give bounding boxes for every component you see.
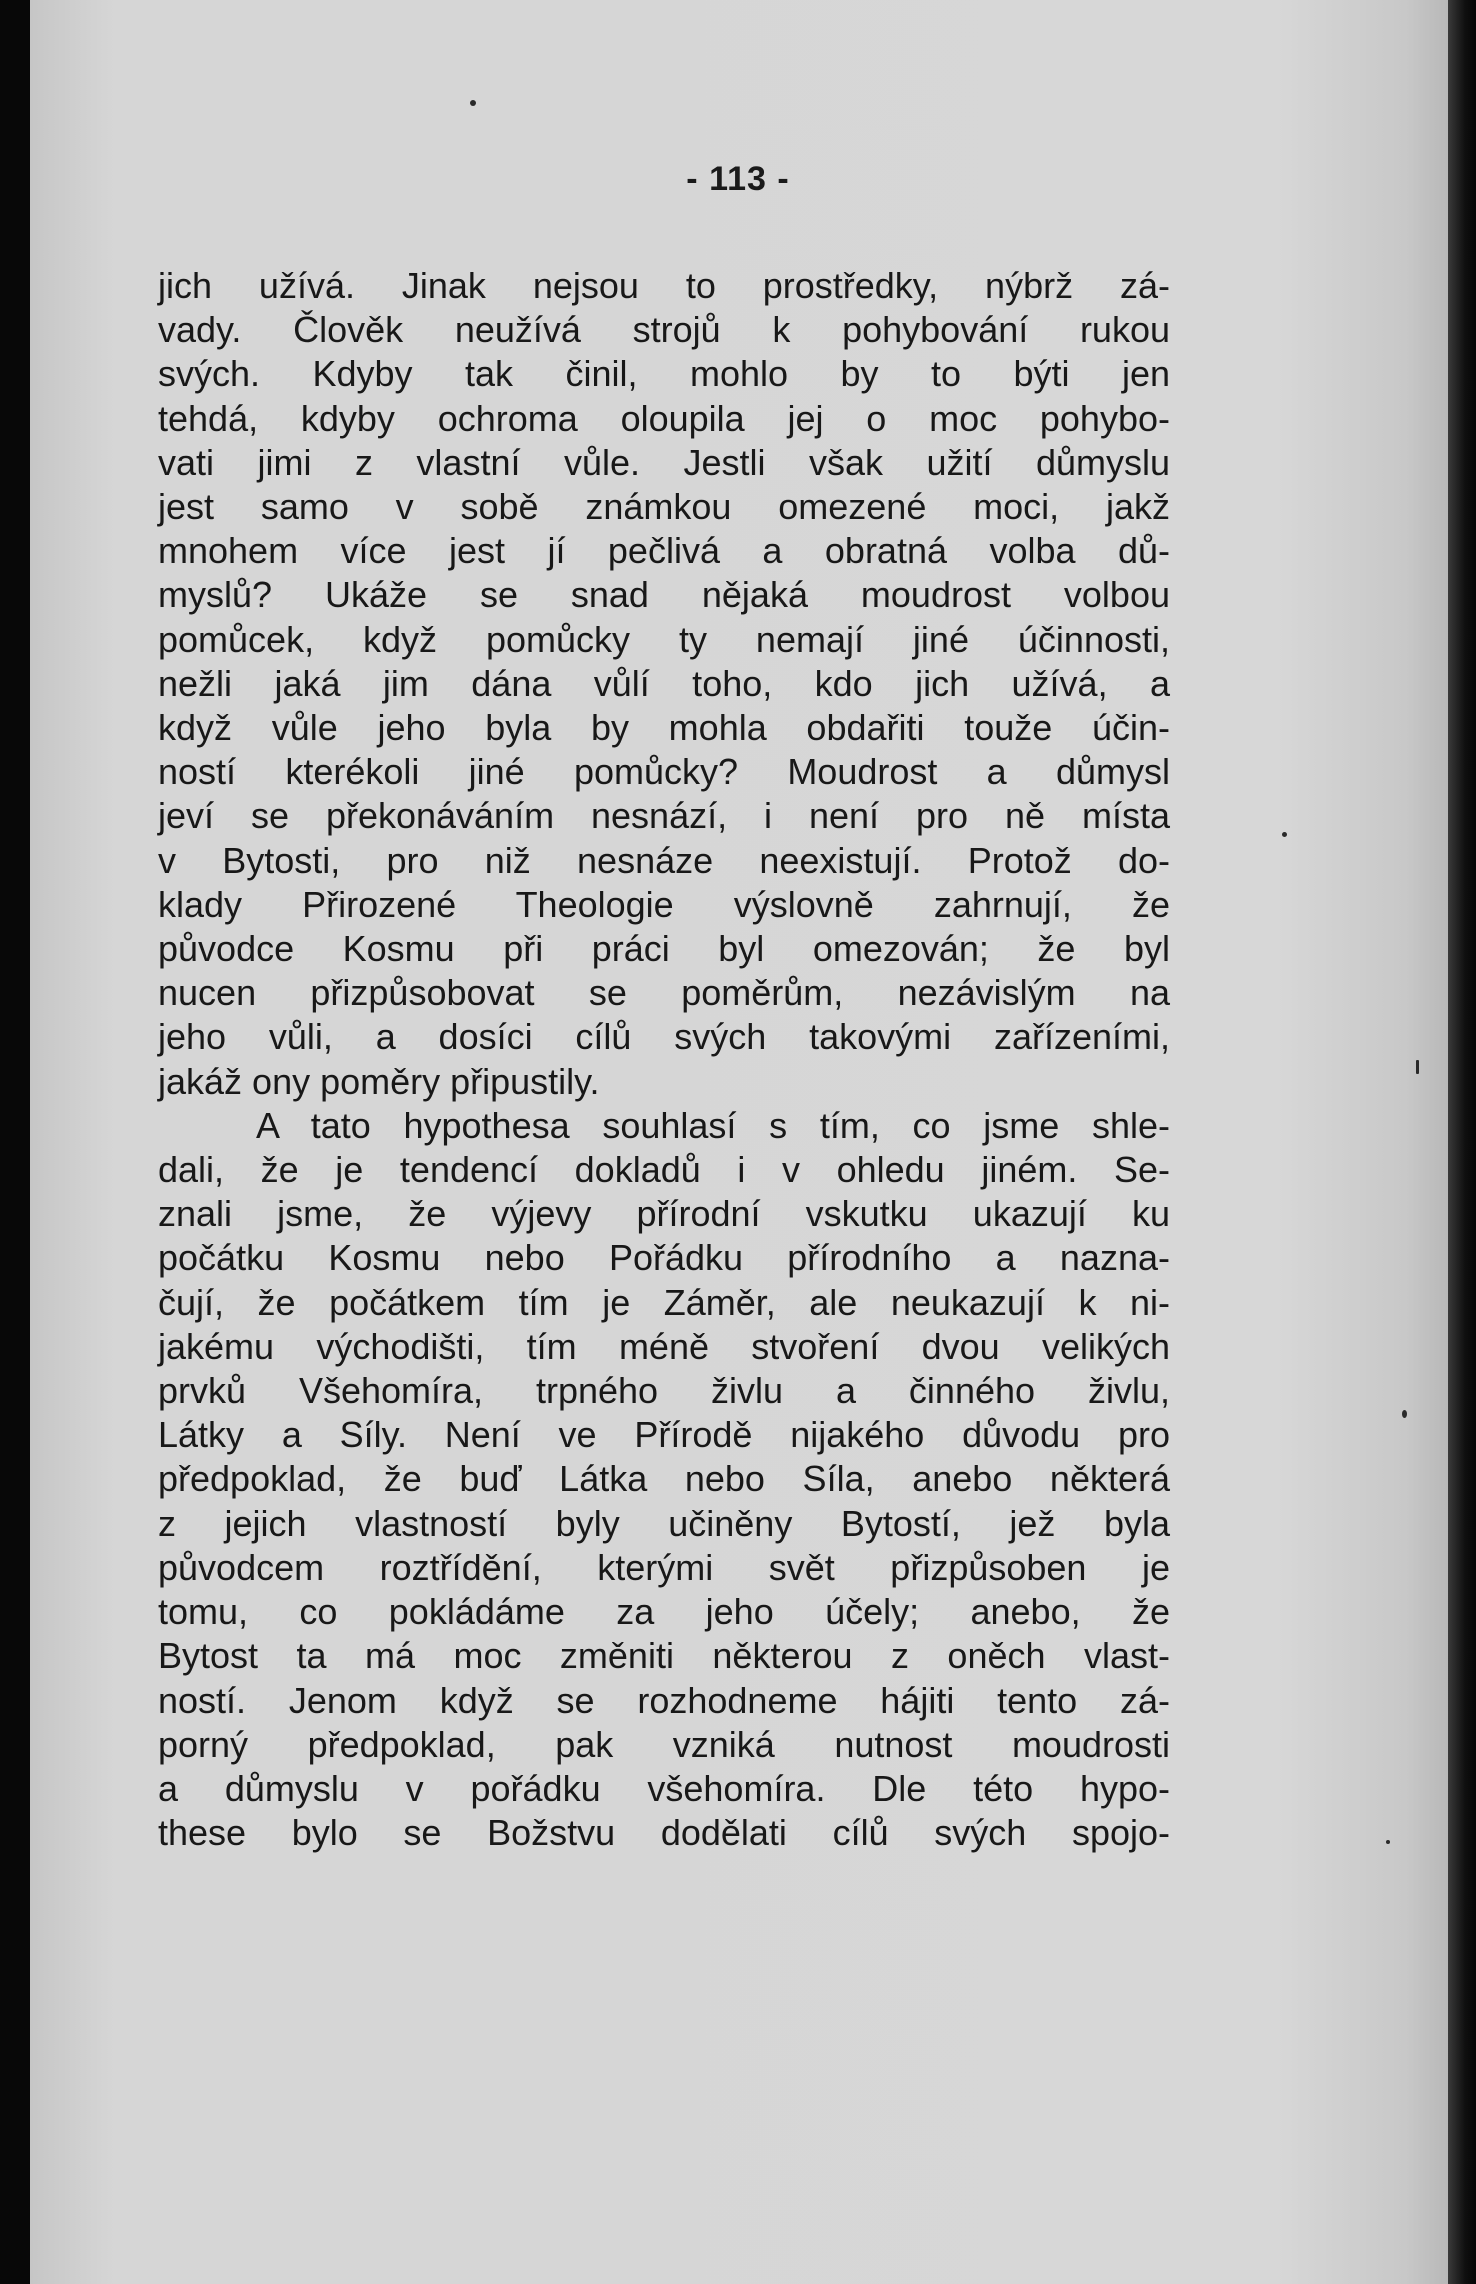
text-line: vati jimi z vlastní vůle. Jestli však užití důmyslu	[158, 441, 1170, 483]
text-line: nucen přizpůsobovat se poměrům, nezávislým na	[158, 972, 1170, 1014]
text-line: porný předpoklad, pak vzniká nutnost moudrosti	[158, 1723, 1170, 1765]
paragraph-start-line: A tato hypothesa souhlasí s tím, co jsme shle-	[256, 1104, 1170, 1146]
paragraph-end-line: jakáž ony poměry připustily.	[158, 1060, 600, 1102]
text-line: dali, že je tendencí dokladů i v ohledu jiném. Se-	[158, 1149, 1170, 1191]
text-line: původcem roztřídění, kterými svět přizpůsoben je	[158, 1546, 1170, 1588]
text-line: čují, že počátkem tím je Záměr, ale neukazují k ni-	[158, 1281, 1170, 1323]
body-text	[158, 264, 1170, 1855]
scan-speck	[1402, 1410, 1407, 1418]
text-line: tehdá, kdyby ochroma oloupila jej o moc pohybo-	[158, 397, 1170, 439]
text-line: myslů? Ukáže se snad nějaká moudrost volbou	[158, 574, 1170, 616]
text-line: vady. Člověk neužívá strojů k pohybování rukou	[158, 309, 1170, 351]
text-line: původce Kosmu při práci byl omezován; že byl	[158, 928, 1170, 970]
text-line: jest samo v sobě známkou omezené moci, jakž	[158, 486, 1170, 528]
text-line: klady Přirozené Theologie výslovně zahrnují, že	[158, 883, 1170, 925]
text-line: jakému východišti, tím méně stvoření dvou velikých	[158, 1325, 1170, 1367]
text-line: pomůcek, když pomůcky ty nemají jiné účinnosti,	[158, 618, 1170, 660]
text-line: tomu, co pokládáme za jeho účely; anebo, že	[158, 1591, 1170, 1633]
scan-speck	[1282, 832, 1287, 837]
text-line: a důmyslu v pořádku všehomíra. Dle této hypo-	[158, 1767, 1170, 1809]
text-line: svých. Kdyby tak činil, mohlo by to býti jen	[158, 353, 1170, 395]
text-line: jeho vůli, a dosíci cílů svých takovými zařízeními,	[158, 1016, 1170, 1058]
text-line: Látky a Síly. Není ve Přírodě nijakého důvodu pro	[158, 1414, 1170, 1456]
scan-speck	[1386, 1840, 1390, 1844]
text-line: nežli jaká jim dána vůlí toho, kdo jich užívá, a	[158, 662, 1170, 704]
page-number: - 113 -	[686, 160, 790, 198]
text-line: ností. Jenom když se rozhodneme hájiti tento zá-	[158, 1679, 1170, 1721]
scan-edge-right	[1448, 0, 1476, 2284]
text-line: prvků Všehomíra, trpného živlu a činného živlu,	[158, 1370, 1170, 1412]
text-line: mnohem více jest jí pečlivá a obratná volba dů-	[158, 530, 1170, 572]
text-line: předpoklad, že buď Látka nebo Síla, anebo některá	[158, 1458, 1170, 1500]
text-line: these bylo se Božstvu dodělati cílů svých spojo-	[158, 1812, 1170, 1854]
scan-edge-left	[0, 0, 30, 2284]
text-line: jeví se překonáváním nesnází, i není pro ně místa	[158, 795, 1170, 837]
text-line: Bytost ta má moc změniti některou z oněch vlast-	[158, 1635, 1170, 1677]
text-line: ností kterékoli jiné pomůcky? Moudrost a důmysl	[158, 751, 1170, 793]
text-line: počátku Kosmu nebo Pořádku přírodního a nazna-	[158, 1237, 1170, 1279]
text-line: jich užívá. Jinak nejsou to prostředky, nýbrž zá-	[158, 265, 1170, 306]
scan-speck	[470, 100, 476, 106]
scan-speck	[1416, 1060, 1419, 1074]
text-line: v Bytosti, pro niž nesnáze neexistují. Protož do-	[158, 839, 1170, 881]
text-line: z jejich vlastností byly učiněny Bytostí, jež byla	[158, 1502, 1170, 1544]
text-line: když vůle jeho byla by mohla obdařiti touže účin-	[158, 707, 1170, 749]
text-line: znali jsme, že výjevy přírodní vskutku ukazují ku	[158, 1193, 1170, 1235]
